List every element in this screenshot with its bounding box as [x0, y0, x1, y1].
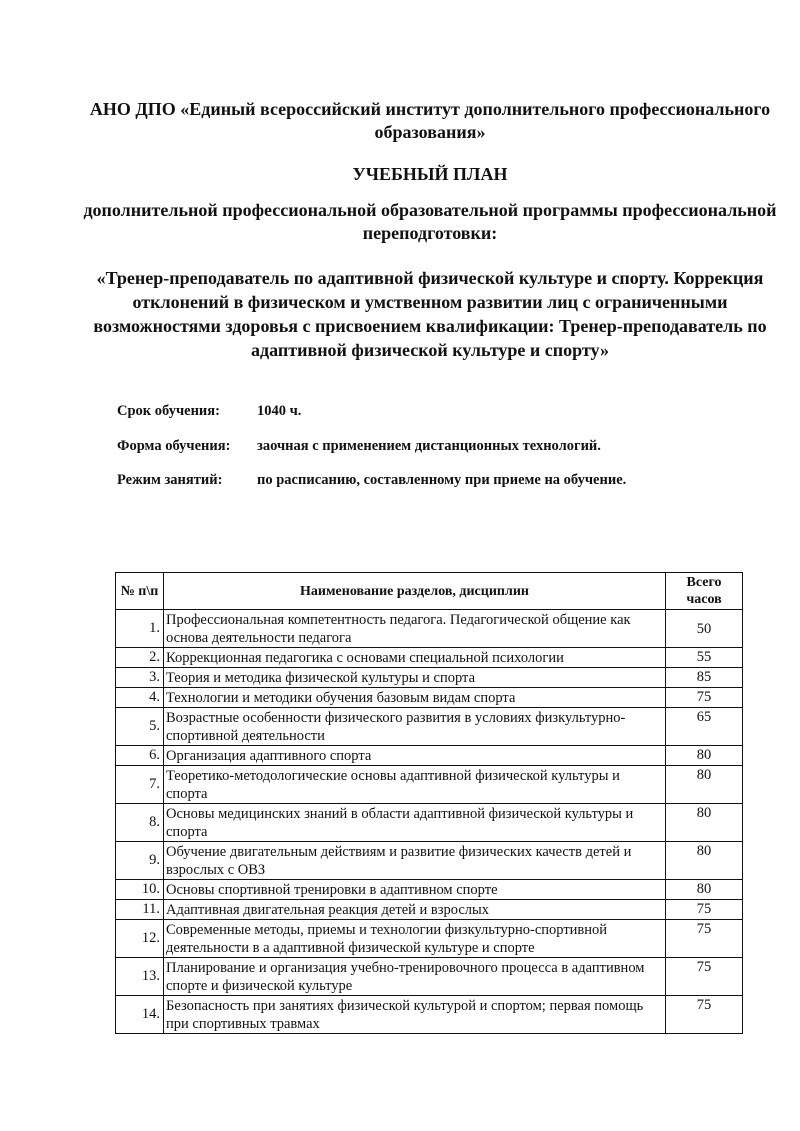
document-title: УЧЕБНЫЙ ПЛАН	[352, 164, 508, 184]
table-row	[116, 958, 743, 996]
table-row	[116, 842, 743, 880]
column-header-discipline: Наименование разделов, дисциплин	[164, 573, 666, 610]
discipline-name: Адаптивная двигательная реакция детей и взрослых	[164, 900, 666, 920]
discipline-name: Организация адаптивного спорта	[164, 746, 666, 766]
discipline-name: Теоретико-методологические основы адаптивной физической культуры и спорта	[164, 766, 666, 804]
discipline-hours: 80	[666, 842, 743, 880]
discipline-hours: 75	[666, 920, 743, 958]
row-number: 9.	[116, 842, 164, 880]
program-name: «Тренер-преподаватель по адаптивной физической культуре и спорту. Коррекция отклонений в физическом и умственном развитии лиц с ограниченными возможностями здоровья с присвоением квалификации: Тренер-преподаватель по адаптивной физической культуре и спорту»	[93, 268, 767, 360]
row-number: 5.	[116, 708, 164, 746]
discipline-name: Основы медицинских знаний в области адаптивной физической культуры и спорта	[164, 804, 666, 842]
discipline-hours: 80	[666, 766, 743, 804]
discipline-hours: 65	[666, 708, 743, 746]
table-row	[116, 996, 743, 1034]
row-number: 12.	[116, 920, 164, 958]
row-number: 7.	[116, 766, 164, 804]
discipline-hours: 85	[666, 668, 743, 688]
row-number: 3.	[116, 668, 164, 688]
table-row	[116, 920, 743, 958]
program-type: дополнительной профессиональной образовательной программы профессиональной переподготовки:	[83, 200, 777, 243]
table-row	[116, 688, 743, 708]
discipline-name: Планирование и организация учебно-тренировочного процесса в адаптивном спорте и физической культуре	[164, 958, 666, 996]
column-header-number: № п\п	[116, 573, 164, 610]
discipline-hours: 75	[666, 958, 743, 996]
table-row	[116, 880, 743, 900]
discipline-name: Возрастные особенности физического развития в условиях физкультурно-спортивной деятельности	[164, 708, 666, 746]
curriculum-table	[115, 572, 743, 1034]
discipline-hours: 50	[666, 610, 743, 648]
discipline-name: Коррекционная педагогика с основами специальной психологии	[164, 648, 666, 668]
table-row	[116, 766, 743, 804]
discipline-hours: 80	[666, 880, 743, 900]
discipline-name: Обучение двигательным действиям и развитие физических качеств детей и взрослых с ОВЗ	[164, 842, 666, 880]
table-header-row	[116, 573, 743, 610]
table-row	[116, 648, 743, 668]
discipline-hours: 75	[666, 996, 743, 1034]
row-number: 2.	[116, 648, 164, 668]
form-value: заочная с применением дистанционных технологий.	[257, 438, 601, 454]
discipline-name: Теория и методика физической культуры и спорта	[164, 668, 666, 688]
discipline-name: Технологии и методики обучения базовым видам спорта	[164, 688, 666, 708]
discipline-hours: 80	[666, 804, 743, 842]
discipline-hours: 55	[666, 648, 743, 668]
table-row	[116, 900, 743, 920]
column-header-hours: Всего часов	[666, 573, 743, 610]
discipline-hours: 80	[666, 746, 743, 766]
discipline-hours: 75	[666, 688, 743, 708]
row-number: 1.	[116, 610, 164, 648]
row-number: 14.	[116, 996, 164, 1034]
row-number: 4.	[116, 688, 164, 708]
duration-value: 1040 ч.	[257, 403, 302, 419]
form-label: Форма обучения:	[117, 438, 231, 454]
row-number: 8.	[116, 804, 164, 842]
row-number: 11.	[116, 900, 164, 920]
organization-name: АНО ДПО «Единый всероссийский институт дополнительного профессионального образования»	[89, 99, 771, 142]
row-number: 6.	[116, 746, 164, 766]
mode-value: по расписанию, составленному при приеме на обучение.	[257, 472, 627, 488]
discipline-name: Профессиональная компетентность педагога. Педагогической общение как основа деятельности педагога	[164, 610, 666, 648]
duration-label: Срок обучения:	[117, 403, 220, 419]
table-row	[116, 708, 743, 746]
discipline-name: Безопасность при занятиях физической культурой и спортом; первая помощь при спортивных травмах	[164, 996, 666, 1034]
table-row	[116, 610, 743, 648]
row-number: 10.	[116, 880, 164, 900]
row-number: 13.	[116, 958, 164, 996]
table-row	[116, 746, 743, 766]
mode-label: Режим занятий:	[117, 472, 223, 488]
discipline-name: Основы спортивной тренировки в адаптивном спорте	[164, 880, 666, 900]
discipline-name: Современные методы, приемы и технологии физкультурно-спортивной деятельности в а адаптивной физической культуре и спорте	[164, 920, 666, 958]
table-row	[116, 668, 743, 688]
discipline-hours: 75	[666, 900, 743, 920]
table-row	[116, 804, 743, 842]
